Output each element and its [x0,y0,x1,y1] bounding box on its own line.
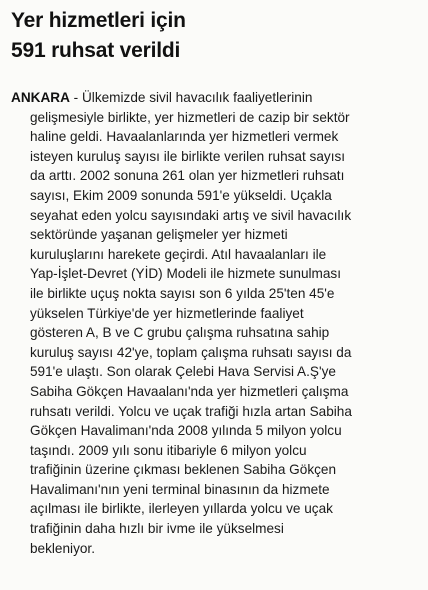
body-line: Yap-İşlet-Devret (YİD) Modeli ile hizmete sunulması [30,266,341,282]
body-line: Gökçen Havalimanı'nda 2008 yılında 5 milyon yolcu [30,423,342,439]
body-line: seyahat eden yolcu sayısındaki artış ve sivil havacılık [30,207,352,223]
body-line: trafiğinin daha hızlı bir ivme ile yükselmesi [30,521,284,537]
body-line: ile birlikte uçuş nokta sayısı son 6 yılda 25'ten 45'e [30,285,335,301]
body-line: taşındı. 2009 yılı sonu itibariyle 6 milyon yolcu [30,442,307,458]
headline-line-2: 591 ruhsat verildi [11,39,181,62]
body-line: sayısı, Ekim 2009 sonunda 591'e yükseldi. Uçakla [30,187,332,203]
body-line: Sabiha Gökçen Havaalanı'nda yer hizmetleri çalışma [30,383,349,399]
body-line: isteyen kuruluş sayısı ile birlikte verilen ruhsat sayısı [30,148,346,164]
body-line-1 [11,88,413,108]
dateline: ANKARA [11,90,70,105]
body-line: kuruluşlarını harekete geçirdi. Atıl havaalanları ile [30,246,327,262]
body-line: açılması ile birlikte, ilerleyen yıllarda yolcu ve uçak [30,501,333,517]
body-line: trafiğinin üzerine çıkması beklenen Sabiha Gökçen [30,462,337,478]
body-line: kuruluş sayısı 42'ye, toplam çalışma ruhsatı sayısı da [30,344,352,360]
headline [11,6,411,66]
body-line-1-text: - Ülkemizde sivil havacılık faaliyetlerinin [69,90,313,105]
body-line: 591'e ulaştı. Son olarak Çelebi Hava Servisi A.Ş'ye [30,364,336,380]
body-line: haline geldi. Havaalanlarında yer hizmetleri vermek [30,129,339,145]
body-line: da arttı. 2002 sonuna 261 olan yer hizmetleri ruhsatı [30,168,345,184]
body-line: gösteren A, B ve C grubu çalışma ruhsatına sahip [30,325,330,341]
headline-line-1: Yer hizmetleri için [11,9,186,32]
body-line: sektöründe yaşanan gelişmeler yer hizmeti [30,227,288,243]
body-line: gelişmesiyle birlikte, yer hizmetleri de cazip bir sektör [30,109,350,125]
body-line: ruhsatı verildi. Yolcu ve uçak trafiği hızla artan Sabiha [30,403,352,419]
body-line: Havalimanı'nın yeni terminal binasının da hizmete [30,481,330,497]
body-line: bekleniyor. [30,540,95,556]
body-line: yükselen Türkiye'de yer hizmetlerinde faaliyet [30,305,304,321]
article-body [11,88,413,558]
